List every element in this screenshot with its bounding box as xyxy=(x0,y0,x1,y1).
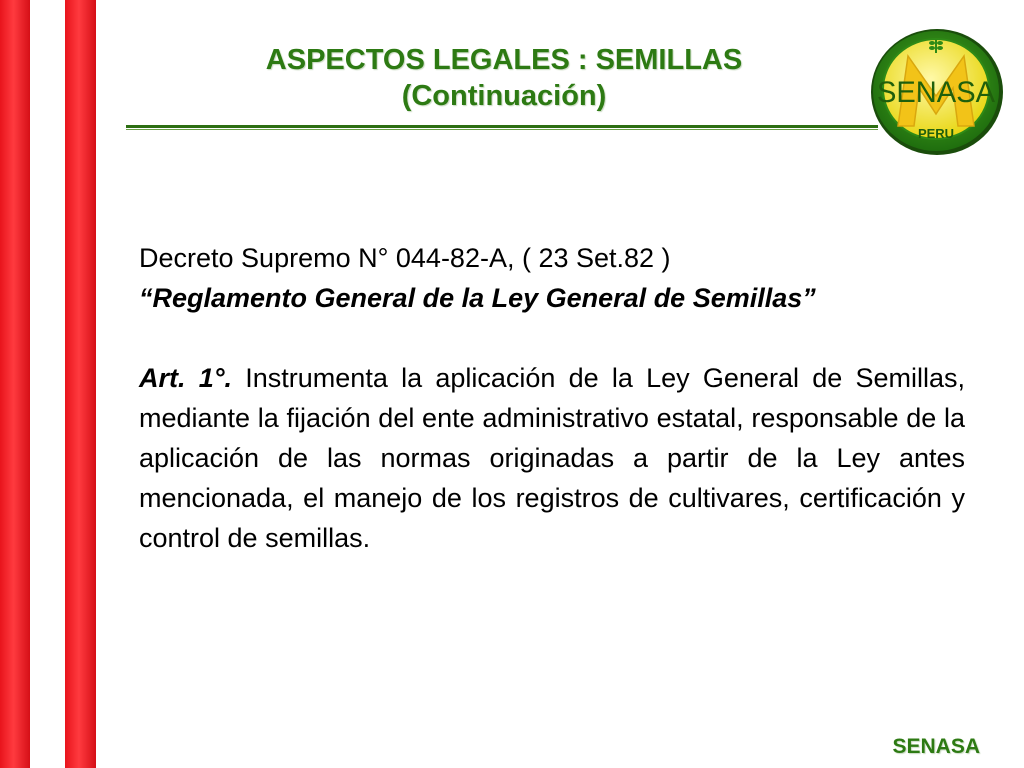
article-paragraph xyxy=(139,358,965,558)
slide-title-line-2: (Continuación) xyxy=(401,80,607,112)
flag-stripe-red-right xyxy=(65,0,96,768)
title-divider xyxy=(126,125,878,130)
article-text: Instrumenta la aplicación de la Ley General de Semillas, mediante la fijación del ente administrativo estatal, responsable de la aplicación de las normas originadas a partir de la Ley antes mencionada, el manejo de los registros de cultivares, certificación y control de semillas. xyxy=(139,363,965,553)
slide-title-line-1: ASPECTOS LEGALES : SEMILLAS xyxy=(265,44,743,76)
slide-title xyxy=(130,42,878,114)
regulation-title: “Reglamento General de la Ley General de Semillas” xyxy=(139,283,816,313)
logo-country: PERU xyxy=(917,126,955,141)
flag-stripe-red-left xyxy=(0,0,30,768)
footer-brand: SENASA xyxy=(892,735,980,758)
article-label: Art. 1°. xyxy=(139,363,233,393)
logo-name: SENASA xyxy=(877,76,995,109)
paragraph-spacer xyxy=(139,318,965,358)
senasa-logo xyxy=(868,26,1006,158)
flag-stripe-white xyxy=(30,0,65,768)
slide-body xyxy=(139,238,965,558)
decree-reference: Decreto Supremo N° 044-82-A, ( 23 Set.82 ) xyxy=(139,243,671,273)
